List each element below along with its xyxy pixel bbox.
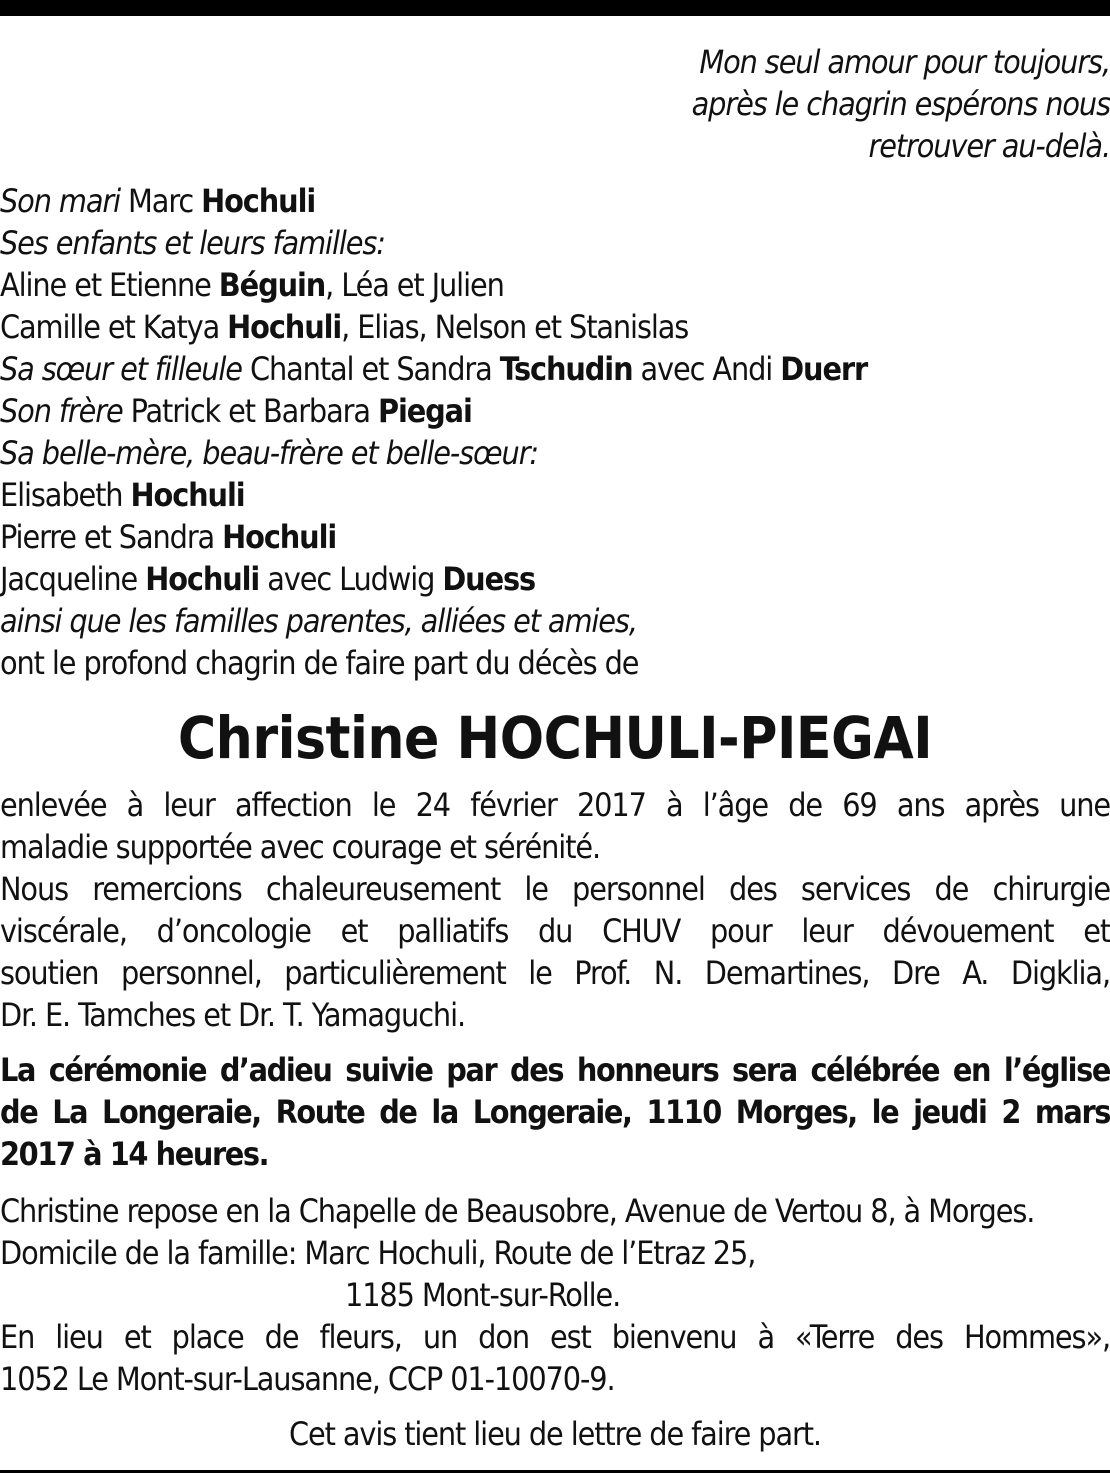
- relation-label: ainsi que les familles parentes, alliées et amies,: [0, 602, 637, 640]
- given-names: Jacqueline: [0, 560, 146, 598]
- family-surname: Tschudin: [499, 350, 633, 388]
- tribute-line: viscérale, d’oncologie et palliatifs du CHUV pour leur dévouement et: [0, 912, 1110, 950]
- family-line: [0, 180, 1110, 222]
- ceremony-line: de La Longeraie, Route de la Longeraie, 1110 Morges, le jeudi 2 mars: [0, 1093, 1110, 1131]
- epigraph-line: Mon seul amour pour toujours,: [699, 43, 1110, 81]
- tribute-line: enlevée à leur affection le 24 février 2017 à l’âge de 69 ans après une: [0, 786, 1110, 824]
- relation-label: Sa sœur et filleule: [0, 350, 242, 388]
- family-line: [0, 432, 1110, 474]
- tribute-line: soutien personnel, particulièrement le Prof. N. Demartines, Dre A. Digklia,: [0, 954, 1110, 992]
- family-line: [0, 348, 1110, 390]
- given-names: Patrick et Barbara: [122, 392, 378, 430]
- given-names: Chantal et Sandra: [241, 350, 500, 388]
- relation-label: Son frère: [0, 392, 123, 430]
- info-line: 1185 Mont-sur-Rolle.: [345, 1276, 621, 1314]
- family-line: [0, 390, 1110, 432]
- family-line: [0, 558, 1110, 600]
- given-names: Pierre et Sandra: [0, 518, 223, 556]
- ceremony-line: La cérémonie d’adieu suivie par des honneurs sera célébrée en l’église: [0, 1051, 1110, 1089]
- family-line: [0, 306, 1110, 348]
- given-names: Camille et Katya: [0, 308, 228, 346]
- family-surname: Hochuli: [227, 308, 342, 346]
- given-names: avec Ludwig: [259, 560, 443, 598]
- top-border-rule: [0, 0, 1110, 16]
- given-names: , Elias, Nelson et Stanislas: [341, 308, 689, 346]
- given-names: , Léa et Julien: [325, 266, 504, 304]
- family-line: [0, 264, 1110, 306]
- family-surname: Hochuli: [130, 476, 245, 514]
- info-line: Domicile de la famille: Marc Hochuli, Route de l’Etraz 25,: [0, 1234, 756, 1272]
- family-surname: Hochuli: [145, 560, 260, 598]
- ceremony-line: 2017 à 14 heures.: [0, 1135, 269, 1173]
- tribute-line: Nous remercions chaleureusement le personnel des services de chirurgie: [0, 870, 1110, 908]
- family-surname: Hochuli: [222, 518, 337, 556]
- family-line: [0, 222, 1110, 264]
- family-line: [0, 474, 1110, 516]
- family-line: [0, 642, 1110, 684]
- relation-label: Sa belle-mère, beau-frère et belle-sœur:: [0, 434, 539, 472]
- family-surname: Piegai: [377, 392, 472, 430]
- bottom-border-rule: [0, 1470, 1110, 1473]
- tribute-line: Dr. E. Tamches et Dr. T. Yamaguchi.: [0, 996, 466, 1034]
- epigraph-line: après le chagrin espérons nous: [691, 85, 1110, 123]
- closing-note: Cet avis tient lieu de lettre de faire part.: [289, 1415, 821, 1453]
- epigraph-line: retrouver au-delà.: [868, 127, 1110, 165]
- family-line: [0, 600, 1110, 642]
- family-surname: Hochuli: [201, 182, 316, 220]
- info-line: 1052 Le Mont-sur-Lausanne, CCP 01-10070-9.: [0, 1360, 615, 1398]
- relation-label: Ses enfants et leurs familles:: [0, 224, 385, 262]
- info-line: Christine repose en la Chapelle de Beausobre, Avenue de Vertou 8, à Morges.: [0, 1192, 1035, 1230]
- family-surname: Duess: [442, 560, 536, 598]
- info-line: En lieu et place de fleurs, un don est bienvenu à «Terre des Hommes»,: [0, 1318, 1110, 1356]
- deceased-name: Christine HOCHULI-PIEGAI: [177, 704, 933, 772]
- tribute-line: maladie supportée avec courage et sérénité.: [0, 828, 601, 866]
- family-surname: Duerr: [780, 350, 868, 388]
- given-names: Elisabeth: [0, 476, 131, 514]
- given-names: Marc: [120, 182, 202, 220]
- relation-label: Son mari: [0, 182, 120, 220]
- given-names: avec Andi: [632, 350, 781, 388]
- given-names: ont le profond chagrin de faire part du décès de: [0, 644, 639, 682]
- family-surname: Béguin: [218, 266, 326, 304]
- given-names: Aline et Etienne: [0, 266, 219, 304]
- family-line: [0, 516, 1110, 558]
